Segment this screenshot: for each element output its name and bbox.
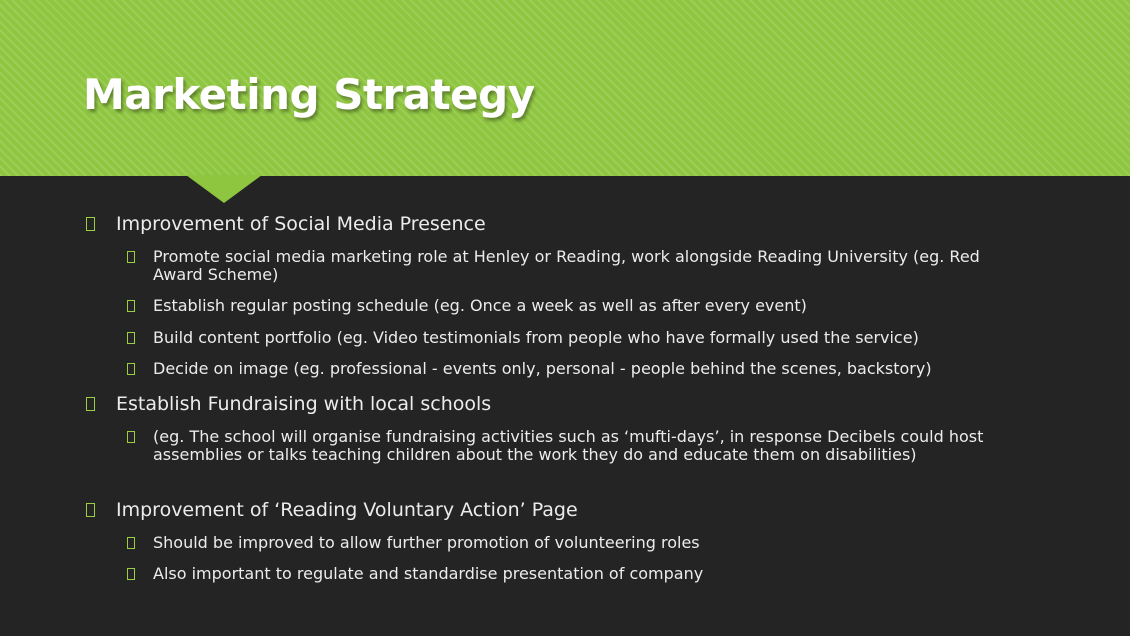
bullet-item [116, 499, 1076, 521]
bullet-item [116, 393, 1076, 415]
bullet-text: Improvement of Social Media Presence [116, 213, 486, 235]
sub-bullet-item [153, 360, 1113, 378]
sub-bullet-text: Should be improved to allow further promotion of volunteering roles [153, 533, 700, 552]
bullet-square-icon [127, 300, 135, 312]
bullet-square-icon [127, 568, 135, 580]
sub-bullet-item [153, 565, 1093, 583]
bullet-item [116, 213, 1076, 235]
bullet-text: Improvement of ‘Reading Voluntary Action’ Page [116, 499, 578, 521]
sub-bullet-item [153, 248, 1023, 284]
slide-title: Marketing Strategy [83, 70, 535, 119]
bullet-square-icon [127, 537, 135, 549]
sub-bullet-text: Build content portfolio (eg. Video testimonials from people who have formally used the service) [153, 328, 919, 347]
bullet-square-icon [86, 503, 95, 517]
sub-bullet-item [153, 297, 1093, 315]
bullet-square-icon [127, 431, 135, 443]
sub-bullet-text: Also important to regulate and standardise presentation of company [153, 564, 704, 583]
bullet-square-icon [127, 332, 135, 344]
bullet-text: Establish Fundraising with local schools [116, 393, 492, 415]
sub-bullet-item [153, 329, 1093, 347]
sub-bullet-text: Establish regular posting schedule (eg. Once a week as well as after every event) [153, 296, 807, 315]
bullet-square-icon [86, 397, 95, 411]
sub-bullet-item [153, 428, 1053, 464]
bullet-square-icon [127, 363, 135, 375]
bullet-square-icon [86, 217, 95, 231]
sub-bullet-item [153, 534, 1093, 552]
sub-bullet-text: Promote social media marketing role at Henley or Reading, work alongside Reading University (eg. Red Award Scheme) [153, 247, 980, 284]
sub-bullet-text: (eg. The school will organise fundraising activities such as ‘mufti-days’, in response Decibels could host assemblies or talks teaching children about the work they do and educate them on disabilities) [153, 427, 984, 464]
sub-bullet-text: Decide on image (eg. professional - events only, personal - people behind the scenes, backstory) [153, 359, 932, 378]
bullet-square-icon [127, 251, 135, 263]
